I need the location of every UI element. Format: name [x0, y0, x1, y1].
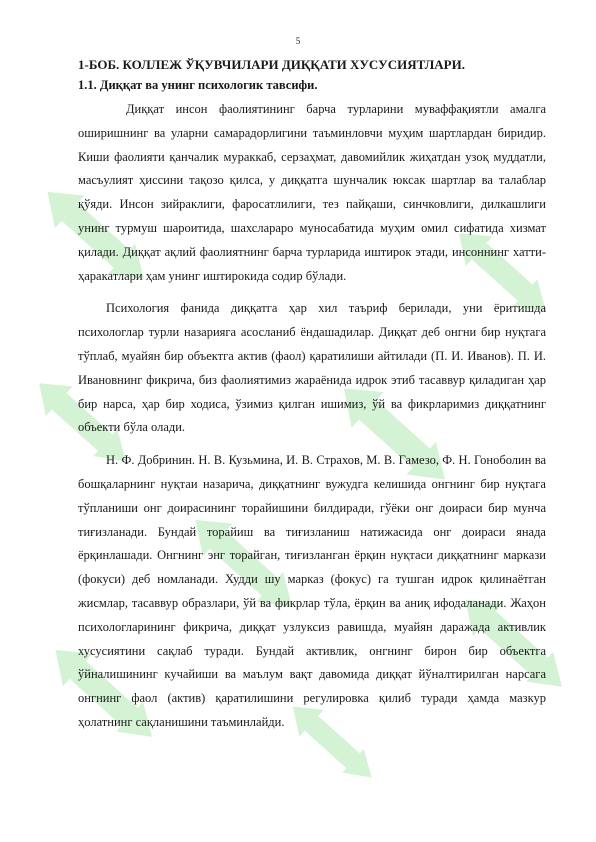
page-content	[78, 56, 546, 735]
section-title: 1.1. Диққат ва унинг психологик тавсифи.	[78, 78, 318, 92]
page-number: 5	[295, 36, 301, 46]
body-paragraph: Н. Ф. Добринин. Н. В. Кузьмина, И. В. Страхов, М. В. Гамезо, Ф. Н. Гоноболин ва бошқаларнинг нуқтаи назарича, диққатнинг вужудга келишида онгнинг бир нуқтага тўпланиши онг доирасининг торайишини билдиради, гўёки онг доираси бир мунча тиғизланади. Бундай торайиш ва тиғизланиш натижасида онг доираси янада ёрқинлашади. Онгнинг энг торайган, тиғизланган ёрқин нуқтаси диққатнинг маркази (фокуси) деб номланади. Худди шу марказ (фокус) га тушган идрок қилинаётган жисмлар, тасаввур образлари, ўй ва фикрлар тўла, ёрқин ва аниқ ифодаланади. Жаҳон психологларининг фикрича, диққат узлуксиз равишда, муайян даражада активлик хусусиятини сақлаб туради. Бундай активлик, онгнинг бирон бир объектга ўйналишининг кучайиши ва маълум вақт давомида диққат йўналтирилган нарсага онгнинг фаол (актив) қаратилишини регулировка қилиб туради ҳамда мазкур ҳолатнинг сақланишини таъминлайди.	[78, 453, 546, 729]
body-paragraph: Диққат инсон фаолиятининг барча турларини муваффақиятли амалга оширишнинг ва уларни самарадорлигини таъминловчи муҳим шартлардан биридир. Киши фаолияти қанчалик мураккаб, серзаҳмат, давомийлик жиҳатдан узоқ муддатли, масъулият ҳиссини тақозо қилса, у диққатга шунчалик юксак шартлар ва талаблар қўяди. Инсон зийраклиги, фаросатлилиги, тез пайқаши, синчковлиги, дилкашлиги унинг турмуш шароитида, шахслараро муносабатида муҳим омил сифатида хизмат қилади. Диққат ақлий фаолиятнинг барча турларида иштирок этади, инсоннинг хатти-ҳаракатлари ҳам унинг иштирокида содир бўлади.	[78, 102, 546, 283]
body-paragraph: Психология фанида диққатга ҳар хил таъриф берилади, уни ёритишда психологлар турли назарияга асосланиб ёндашадилар. Диққат деб онгни бир нуқтага тўплаб, муайян бир объектга актив (фаол) қаратилиши айтилади (П. И. Иванов). П. И. Ивановнинг фикрича, биз фаолиятимиз жараёнида идрок этиб тасаввур қиладиган ҳар бир нарса, ҳар бир ходиса, ўзимиз қилган ишимиз, ўй ва фикрларимиз диққатнинг объекти бўла олади.	[78, 301, 546, 435]
chapter-title: 1-БОБ. КОЛЛЕЖ ЎҚУВЧИЛАРИ ДИҚҚАТИ ХУСУСИЯТЛАРИ.	[78, 57, 465, 72]
